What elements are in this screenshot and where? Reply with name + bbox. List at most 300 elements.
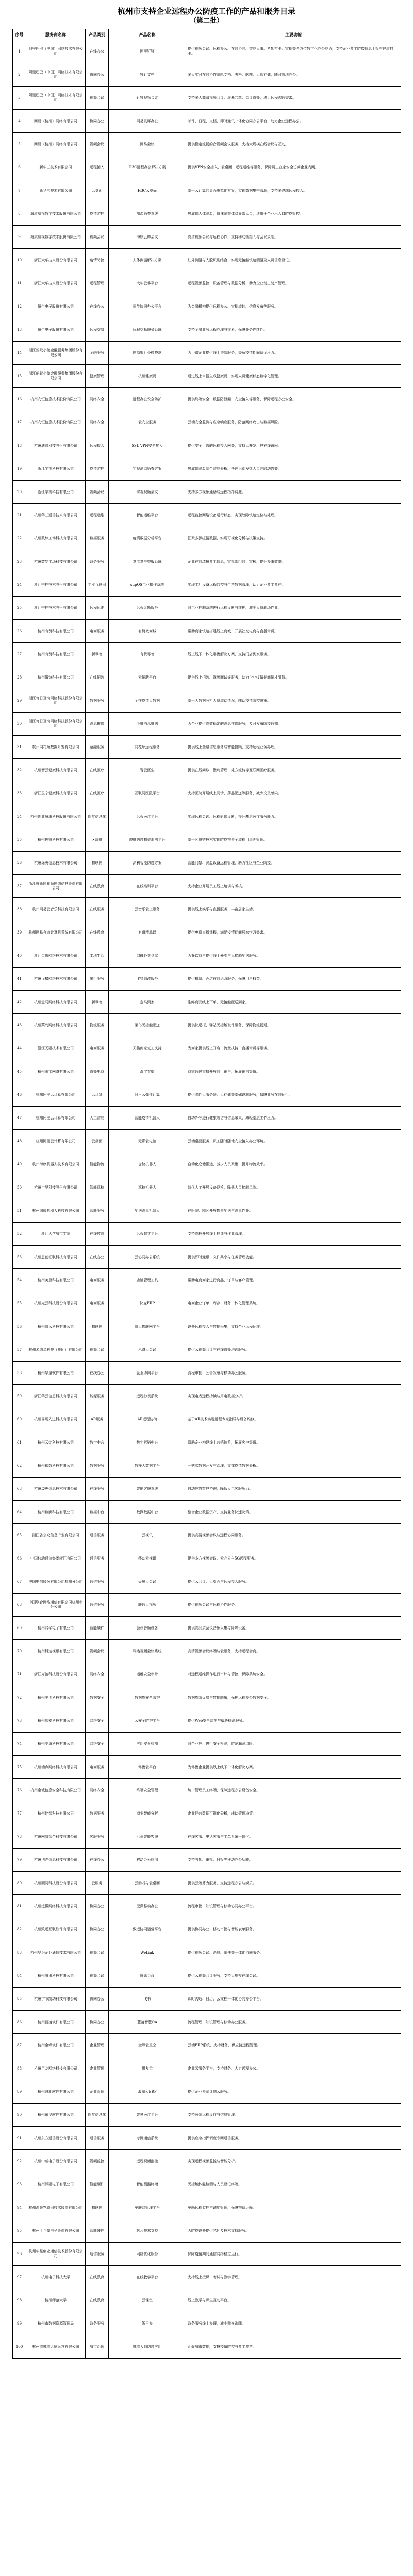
cell-main-function: 统一管理员工终端，保障远程办公设备安全。: [186, 1779, 401, 1802]
cell-product-name: H3C远程办公解决方案: [109, 156, 186, 179]
cell-company: 杭州科达视讯有限公司: [26, 1640, 86, 1663]
cell-product-name: 网易会议: [109, 133, 186, 156]
cell-company: 新华三技术有限公司: [26, 179, 86, 202]
cell-main-function: 政务服务线上办理，减少群众跑腿。: [186, 2312, 401, 2335]
cell-no: 62: [13, 1454, 26, 1478]
table-row: [13, 1199, 401, 1223]
cell-company: 网易（杭州）网络有限公司: [26, 110, 86, 133]
cell-company: 中国移动通信集团浙江有限公司: [26, 1547, 86, 1570]
cell-company: 杭州微链科技有限公司: [26, 666, 86, 689]
cell-company: 杭州中威电子股份有限公司: [26, 2150, 86, 2173]
cell-no: 67: [13, 1570, 26, 1594]
table-row: [13, 643, 401, 666]
table-row: [13, 620, 401, 643]
cell-category: 数据服务: [86, 689, 109, 713]
cell-category: 通信服务: [86, 1524, 109, 1547]
cell-no: 33: [13, 782, 26, 805]
cell-no: 28: [13, 666, 26, 689]
cell-company: 杭州思创汇联科技有限公司: [26, 1246, 86, 1269]
cell-no: 35: [13, 828, 26, 852]
cell-no: 2: [13, 63, 26, 87]
cell-product-name: 海康云眸会议: [109, 226, 186, 249]
cell-product-name: 智能测温终端: [109, 2173, 186, 2196]
cell-company: 杭州致远互联软件有限公司: [26, 1918, 86, 1941]
cell-main-function: 自动化仓储搬运，减少人员聚集，提升物流效率。: [186, 1153, 401, 1176]
cell-no: 30: [13, 713, 26, 736]
cell-product-name: 无影云电脑: [109, 1130, 186, 1153]
cell-main-function: 提供视频会议与远程协作服务。: [186, 1594, 401, 1617]
cell-product-name: 云招聘平台: [109, 666, 186, 689]
cell-main-function: 提供企业资源计划云服务。: [186, 2080, 401, 2104]
table-row: [13, 1130, 401, 1153]
cell-category: 视频会议: [86, 1941, 109, 1964]
cell-product-name: 快麦ERP: [109, 1292, 186, 1315]
table-row: [13, 2312, 401, 2335]
cell-main-function: 通过线上申报生成健康码，实现人员健康状态数字化管理。: [186, 365, 401, 388]
cell-category: 在线办公: [86, 295, 109, 318]
cell-no: 46: [13, 1083, 26, 1107]
table-row: [13, 1709, 401, 1733]
cell-category: 智能物流: [86, 1153, 109, 1176]
cell-no: 29: [13, 689, 26, 713]
cell-main-function: 提供视频会议、消息、邮件等一体化协同服务。: [186, 1941, 401, 1964]
cell-main-function: 生鲜商品线上下单，无接触配送到家。: [186, 991, 401, 1014]
cell-product-name: 应用安全检测: [109, 1733, 186, 1756]
cell-no: 17: [13, 411, 26, 434]
cell-category: 疫情防控: [86, 457, 109, 481]
cell-category: 在线教育: [86, 875, 109, 898]
cell-no: 45: [13, 1060, 26, 1083]
table-row: [13, 2104, 401, 2127]
table-row: [13, 1060, 401, 1083]
cell-no: 58: [13, 1362, 26, 1385]
table-row: [13, 1941, 401, 1964]
cell-company: 杭州电子科技大学: [26, 2266, 86, 2289]
cell-company: 杭州安恒信息技术股份有限公司: [26, 388, 86, 411]
cell-no: 96: [13, 2243, 26, 2266]
table-row: [13, 1825, 401, 1849]
cell-category: 视频会议: [86, 481, 109, 504]
cell-category: 数据服务: [86, 1454, 109, 1478]
cell-category: 城市治理: [86, 2335, 109, 2359]
cell-category: 区块链: [86, 828, 109, 852]
cell-company: 恒生电子股份有限公司: [26, 318, 86, 342]
cell-main-function: 提供云端算力服务，支持远程办公与娱乐。: [186, 1872, 401, 1895]
cell-company: 杭州兆华电子有限公司: [26, 1617, 86, 1640]
cell-no: 44: [13, 1037, 26, 1060]
cell-no: 32: [13, 759, 26, 782]
cell-main-function: 帮助电商商家进行商品、订单与客户管理。: [186, 1269, 401, 1292]
cell-category: 视频会议: [86, 226, 109, 249]
cell-no: 18: [13, 434, 26, 457]
cell-main-function: 基于AR技术实现远程专家指导与设备维修。: [186, 1408, 401, 1431]
cell-no: 13: [13, 318, 26, 342]
cell-main-function: 即时沟通、日历、云文档一体化协同办公平台。: [186, 1988, 401, 2011]
table-row: [13, 1918, 401, 1941]
cell-company: 浙江卫宁健康科技有限公司: [26, 782, 86, 805]
cell-company: 杭州华量软件有限公司: [26, 1362, 86, 1385]
table-row: [13, 991, 401, 1014]
cell-product-name: supOS工业操作系统: [109, 573, 186, 597]
cell-no: 72: [13, 1686, 26, 1709]
cell-company: 杭州华三通信技术有限公司: [26, 504, 86, 527]
table-row: [13, 2173, 401, 2196]
cell-category: 金融服务: [86, 736, 109, 759]
cell-main-function: 提供协同办公、移动审批与智能表单服务。: [186, 1918, 401, 1941]
table-row: [13, 2127, 401, 2150]
cell-product-name: 远程教学平台: [109, 1223, 186, 1246]
cell-no: 10: [13, 249, 26, 272]
cell-product-name: 飞猪退改服务: [109, 968, 186, 991]
cell-category: 通信服务: [86, 2127, 109, 2150]
cell-company: 杭州创业慧康科技股份有限公司: [26, 805, 86, 828]
cell-main-function: 提供线上招聘、视频面试等服务，助力企业疫情期间招才引智。: [186, 666, 401, 689]
cell-main-function: 基于区块链技术实现防疫物资全流程可追溯管理。: [186, 828, 401, 852]
table-row: [13, 457, 401, 481]
cell-main-function: 热成像测温结合智能分析，快速识别发热人员并联动告警。: [186, 457, 401, 481]
cell-company: 浙江每日互动网络科技股份有限公司: [26, 689, 86, 713]
cell-no: 20: [13, 481, 26, 504]
cell-company: 浙江天猫技术有限公司: [26, 1037, 86, 1060]
cell-main-function: 电商企业订单、库存、财务一体化管理系统。: [186, 1292, 401, 1315]
cell-product-name: 杭州健康码: [109, 365, 186, 388]
cell-main-function: 支持高校开展线上授课与作业管理。: [186, 1223, 401, 1246]
cell-category: 数据服务: [86, 1802, 109, 1825]
cell-product-name: WeLink: [109, 1941, 186, 1964]
cell-no: 22: [13, 527, 26, 550]
cell-main-function: 提供多方视频会议、云办公与5G远程服务。: [186, 1547, 401, 1570]
cell-category: 视频会议: [86, 1640, 109, 1663]
cell-product-name: 远程医疗平台: [109, 805, 186, 828]
cell-company: 杭州数梦工场科技有限公司: [26, 550, 86, 573]
table-row: [13, 272, 401, 295]
cell-no: 25: [13, 597, 26, 620]
table-row: [13, 1362, 401, 1385]
cell-main-function: 提供云会议、云桌面与远程接入服务。: [186, 1570, 401, 1594]
cell-company: 杭州阿里云计算有限公司: [26, 1107, 86, 1130]
cell-no: 71: [13, 1663, 26, 1686]
cell-no: 69: [13, 1617, 26, 1640]
cell-product-name: 城市大脑防疫应用: [109, 2335, 186, 2359]
cell-product-name: 在线培训平台: [109, 875, 186, 898]
cell-category: 云桌面: [86, 179, 109, 202]
cell-company: 杭州飞猪网络技术有限公司: [26, 968, 86, 991]
cell-category: 医疗信息化: [86, 2104, 109, 2127]
table-row: [13, 295, 401, 318]
table-row: [13, 226, 401, 249]
header-company: 服务商名称: [26, 29, 86, 40]
cell-no: 42: [13, 991, 26, 1014]
cell-main-function: 替代人工开展设备巡检，降低人员接触风险。: [186, 1176, 401, 1199]
cell-main-function: 企业云服务平台，支持财务、人力远程办公。: [186, 2057, 401, 2080]
cell-main-function: 提供在线问诊、慢病管理、处方流转等互联网医疗服务。: [186, 759, 401, 782]
cell-category: 视频会议: [86, 1964, 109, 1988]
cell-main-function: 提供线上金融信息服务与智能投顾，支持远程业务办理。: [186, 736, 401, 759]
cell-main-function: 热成像人体测温，快速筛查体温异常人员，适用于企业出入口防疫管控。: [186, 202, 401, 226]
cell-product-name: 菜鸟无接触配送: [109, 1014, 186, 1037]
cell-category: 云服务: [86, 1872, 109, 1895]
table-row: [13, 1223, 401, 1246]
cell-company: 杭州顺网科技股份有限公司: [26, 1872, 86, 1895]
table-row: [13, 2289, 401, 2312]
table-row: [13, 2196, 401, 2219]
cell-company: 杭州端点网络科技有限公司: [26, 1756, 86, 1779]
cell-no: 52: [13, 1223, 26, 1246]
table-row: [13, 1153, 401, 1176]
cell-category: 在线服务: [86, 898, 109, 921]
cell-main-function: 多人实时在线协作编辑文档、表格、脑图，云端存储，随时随地办公。: [186, 63, 401, 87]
cell-category: AR服务: [86, 1408, 109, 1431]
table-row: [13, 527, 401, 550]
document-title: 杭州市支持企业远程办公防疫工作的产品和服务目录: [117, 7, 295, 16]
cell-product-name: 云视讯: [109, 1524, 186, 1547]
table-row: [13, 63, 401, 87]
cell-product-name: 企业协同平台: [109, 1362, 186, 1385]
cell-product-name: 云安全防护平台: [109, 1709, 186, 1733]
table-row: [13, 805, 401, 828]
cell-product-name: 趣链防疫物资追溯平台: [109, 828, 186, 852]
cell-category: 远程接入: [86, 156, 109, 179]
cell-no: 51: [13, 1199, 26, 1223]
cell-category: 出行服务: [86, 968, 109, 991]
table-row: [13, 1454, 401, 1478]
cell-category: 通信服务: [86, 1570, 109, 1594]
cell-main-function: 提供高品质会议音频采集与降噪设备。: [186, 1617, 401, 1640]
cell-main-function: 实现远程视频监控与智能分析。: [186, 2150, 401, 2173]
cell-no: 87: [13, 2034, 26, 2057]
table-row: [13, 156, 401, 179]
cell-category: 通信服务: [86, 1547, 109, 1570]
cell-company: 杭州金诚信息安全科技有限公司: [26, 1779, 86, 1802]
cell-no: 97: [13, 2266, 26, 2289]
cell-main-function: 提供免费直播课程，满足疫情期间居家学习需求。: [186, 921, 401, 944]
cell-category: 协同办公: [86, 110, 109, 133]
cell-main-function: 提供机票、酒店在线退改服务，保障用户权益。: [186, 968, 401, 991]
cell-company: 杭州袋虎信息技术有限公司: [26, 1478, 86, 1501]
cell-category: 工业互联网: [86, 573, 109, 597]
cell-no: 12: [13, 295, 26, 318]
cell-company: 杭州创匠信息科技有限公司: [26, 1849, 86, 1872]
cell-main-function: 企业在线填报复工信息，审批部门线上审核，提升办事效率。: [186, 550, 401, 573]
table-row: [13, 1478, 401, 1501]
cell-main-function: 整合企业数据资产，支持业务快速决策。: [186, 1501, 401, 1524]
cell-product-name: 复工复产申报系统: [109, 550, 186, 573]
cell-category: 数字中台: [86, 1431, 109, 1454]
cell-main-function: 提供终端安全、数据防泄漏、安全接入等服务，保障远程办公安全。: [186, 388, 401, 411]
cell-category: 健康管理: [86, 365, 109, 388]
table-row: [13, 1107, 401, 1130]
table-row: [13, 249, 401, 272]
cell-main-function: 提供即时通讯、文件共享与任务管理功能。: [186, 1246, 401, 1269]
cell-main-function: 基于大数据分析人员流动情况，辅助疫情防控决策。: [186, 689, 401, 713]
cell-company: 浙江蚂蚁小微金融服务集团股份有限公司: [26, 342, 86, 365]
cell-product-name: 涂鸦智能防疫方案: [109, 852, 186, 875]
cell-product-name: 有道精品课: [109, 921, 186, 944]
cell-product-name: 淘宝直播: [109, 1060, 186, 1083]
cell-company: 杭州腾讯科技有限公司: [26, 1964, 86, 1988]
cell-main-function: 远程视频监控、设备管理与数据分析，助力企业复工复产管理。: [186, 272, 401, 295]
table-row: [13, 2243, 401, 2266]
table-row: [13, 411, 401, 434]
cell-no: 50: [13, 1176, 26, 1199]
cell-company: 杭州光云科技股份有限公司: [26, 1292, 86, 1315]
table-row: [13, 2034, 401, 2057]
cell-product-name: 芯片技术支持: [109, 2219, 186, 2243]
table-row: [13, 1988, 401, 2011]
cell-product-name: H3C云桌面: [109, 179, 186, 202]
cell-category: 新零售: [86, 643, 109, 666]
cell-no: 99: [13, 2312, 26, 2335]
cell-product-name: 巡检机器人: [109, 1176, 186, 1199]
header-category: 产品类别: [86, 29, 109, 40]
cell-no: 83: [13, 1941, 26, 1964]
table-row: [13, 1315, 401, 1338]
cell-no: 90: [13, 2104, 26, 2127]
cell-product-name: 网商银行小微贷款: [109, 342, 186, 365]
cell-main-function: 对远程运维操作进行审计与管控，保障系统安全。: [186, 1663, 401, 1686]
cell-company: 杭州网易有道计算机系统有限公司: [26, 921, 86, 944]
cell-product-name: 远程抄表系统: [109, 1385, 186, 1408]
cell-product-name: 天猫商家复工支持: [109, 1037, 186, 1060]
table-row: [13, 202, 401, 226]
cell-product-name: 商业智能分析: [109, 1802, 186, 1825]
table-row: [13, 1594, 401, 1617]
cell-company: 杭州默安科技有限公司: [26, 1709, 86, 1733]
cell-category: 直播电商: [86, 1060, 109, 1083]
cell-company: 杭州浪潮软件有限公司: [26, 2080, 86, 2104]
cell-category: 物联网: [86, 852, 109, 875]
cell-main-function: 自动外呼进行健康随访与信息采集，减轻基层工作压力。: [186, 1107, 401, 1130]
cell-main-function: 保障疫情期间通信网络稳定运行。: [186, 2243, 401, 2266]
cell-product-name: 个推消息推送: [109, 713, 186, 736]
cell-product-name: 远程办公安全防护: [109, 388, 186, 411]
cell-category: 政务服务: [86, 550, 109, 573]
cell-main-function: 流程管理、知识管理与移动办公服务。: [186, 2011, 401, 2034]
cell-no: 86: [13, 2011, 26, 2034]
cell-no: 8: [13, 202, 26, 226]
cell-no: 81: [13, 1895, 26, 1918]
table-row: [13, 875, 401, 898]
cell-product-name: 米络云会议: [109, 1338, 186, 1362]
table-row: [13, 597, 401, 620]
cell-company: 杭州东华软件有限公司: [26, 2104, 86, 2127]
cell-category: 物联网: [86, 1315, 109, 1338]
cell-product-name: 天翼云会议: [109, 1570, 186, 1594]
cell-category: 新零售: [86, 991, 109, 1014]
cell-product-name: 智能运维平台: [109, 504, 186, 527]
cell-main-function: 车辆远程监控与调度管理，保障物资运输。: [186, 2196, 401, 2219]
cell-main-function: 帮助企业构建线上营销体系，拓展客户渠道。: [186, 1431, 401, 1454]
cell-no: 82: [13, 1918, 26, 1941]
cell-main-function: 远程监控网络设备运行状态，实现故障快速定位与处理。: [186, 504, 401, 527]
cell-product-name: 店铺管理工具: [109, 1269, 186, 1292]
cell-product-name: 测温筛查系统: [109, 202, 186, 226]
cell-no: 48: [13, 1130, 26, 1153]
cell-no: 14: [13, 342, 26, 365]
cell-product-name: 阿里云弹性计算: [109, 1083, 186, 1107]
cell-main-function: 提供线上娱乐与直播服务，丰富居家生活。: [186, 898, 401, 921]
cell-company: 浙江蚂蚁小微金融服务集团股份有限公司: [26, 365, 86, 388]
cell-category: 能源服务: [86, 1385, 109, 1408]
cell-company: 浙江中控技术股份有限公司: [26, 573, 86, 597]
table-row: [13, 782, 401, 805]
table-row: [13, 342, 401, 365]
table-row: [13, 1338, 401, 1362]
header-product-name: 产品名称: [109, 29, 186, 40]
cell-main-function: 为餐饮商户提供线上外卖与无接触配送服务。: [186, 944, 401, 968]
cell-category: 电商服务: [86, 1292, 109, 1315]
cell-no: 26: [13, 620, 26, 643]
cell-no: 77: [13, 1802, 26, 1825]
cell-main-function: 支持考勤、审批、日报等移动办公功能。: [186, 1849, 401, 1872]
cell-main-function: 流程审批、公告发布与移动办公服务。: [186, 1362, 401, 1385]
cell-product-name: 浪潮云ERP: [109, 2080, 186, 2104]
table-row: [13, 1733, 401, 1756]
cell-no: 100: [13, 2335, 26, 2359]
cell-no: 92: [13, 2150, 26, 2173]
cell-category: 云桌面: [86, 1130, 109, 1153]
cell-company: 杭州字节跳动科技有限公司: [26, 1988, 86, 2011]
cell-no: 89: [13, 2080, 26, 2104]
cell-product-name: 智能客服系统: [109, 1478, 186, 1501]
cell-company: 杭州网易云音乐科技有限公司: [26, 898, 86, 921]
cell-company: 浙江核新同花顺网络信息股份有限公司: [26, 875, 86, 898]
cell-category: 协同办公: [86, 2011, 109, 2034]
table-row: [13, 1686, 401, 1709]
cell-main-function: 高清视频会议终端与云服务，支持远程会商。: [186, 1640, 401, 1663]
table-row: [13, 759, 401, 782]
cell-product-name: 口碑外卖到家: [109, 944, 186, 968]
cell-product-name: 联通云视频: [109, 1594, 186, 1617]
cell-category: 在线教育: [86, 2289, 109, 2312]
cell-category: 网络安全: [86, 388, 109, 411]
cell-main-function: 为商家提供线上开店、流量扶持、直播带货等服务。: [186, 1037, 401, 1060]
cell-category: 在线招聘: [86, 666, 109, 689]
cell-product-name: 数据库安全防护: [109, 1686, 186, 1709]
cell-category: 企业管理: [86, 2034, 109, 2057]
cell-no: 80: [13, 1872, 26, 1895]
table-row: [13, 1037, 401, 1060]
cell-product-name: 配送消毒机器人: [109, 1199, 186, 1223]
cell-product-name: 腾讯会议: [109, 1964, 186, 1988]
cell-company: 浙江大华技术股份有限公司: [26, 272, 86, 295]
cell-main-function: 支持医院远程诊疗与信息管理。: [186, 2104, 401, 2127]
cell-category: 智能硬件: [86, 1617, 109, 1640]
cell-no: 19: [13, 457, 26, 481]
table-row: [13, 179, 401, 202]
cell-no: 21: [13, 504, 26, 527]
cell-company: 杭州安恒信息技术股份有限公司: [26, 411, 86, 434]
cell-category: 远程接入: [86, 434, 109, 457]
cell-company: 中国电信股份有限公司杭州分公司: [26, 1570, 86, 1594]
cell-no: 11: [13, 272, 26, 295]
cell-main-function: 企业经营数据可视化分析，辅助管理决策。: [186, 1802, 401, 1825]
cell-no: 93: [13, 2173, 26, 2196]
cell-company: 杭州有赞科技有限公司: [26, 643, 86, 666]
cell-category: 远程运维: [86, 504, 109, 527]
cell-product-name: 在线教学平台: [109, 2266, 186, 2289]
cell-company: 杭州士兰微电子股份有限公司: [26, 2219, 86, 2243]
cell-category: 网络安全: [86, 1663, 109, 1686]
cell-company: 浙江齐治科技股份有限公司: [26, 1663, 86, 1686]
cell-category: 视频会议: [86, 133, 109, 156]
cell-no: 9: [13, 226, 26, 249]
cell-no: 4: [13, 110, 26, 133]
cell-company: 杭州有赞科技有限公司: [26, 620, 86, 643]
cell-no: 41: [13, 968, 26, 991]
table-row: [13, 2080, 401, 2104]
cell-company: 杭州孝道科技有限公司: [26, 1733, 86, 1756]
